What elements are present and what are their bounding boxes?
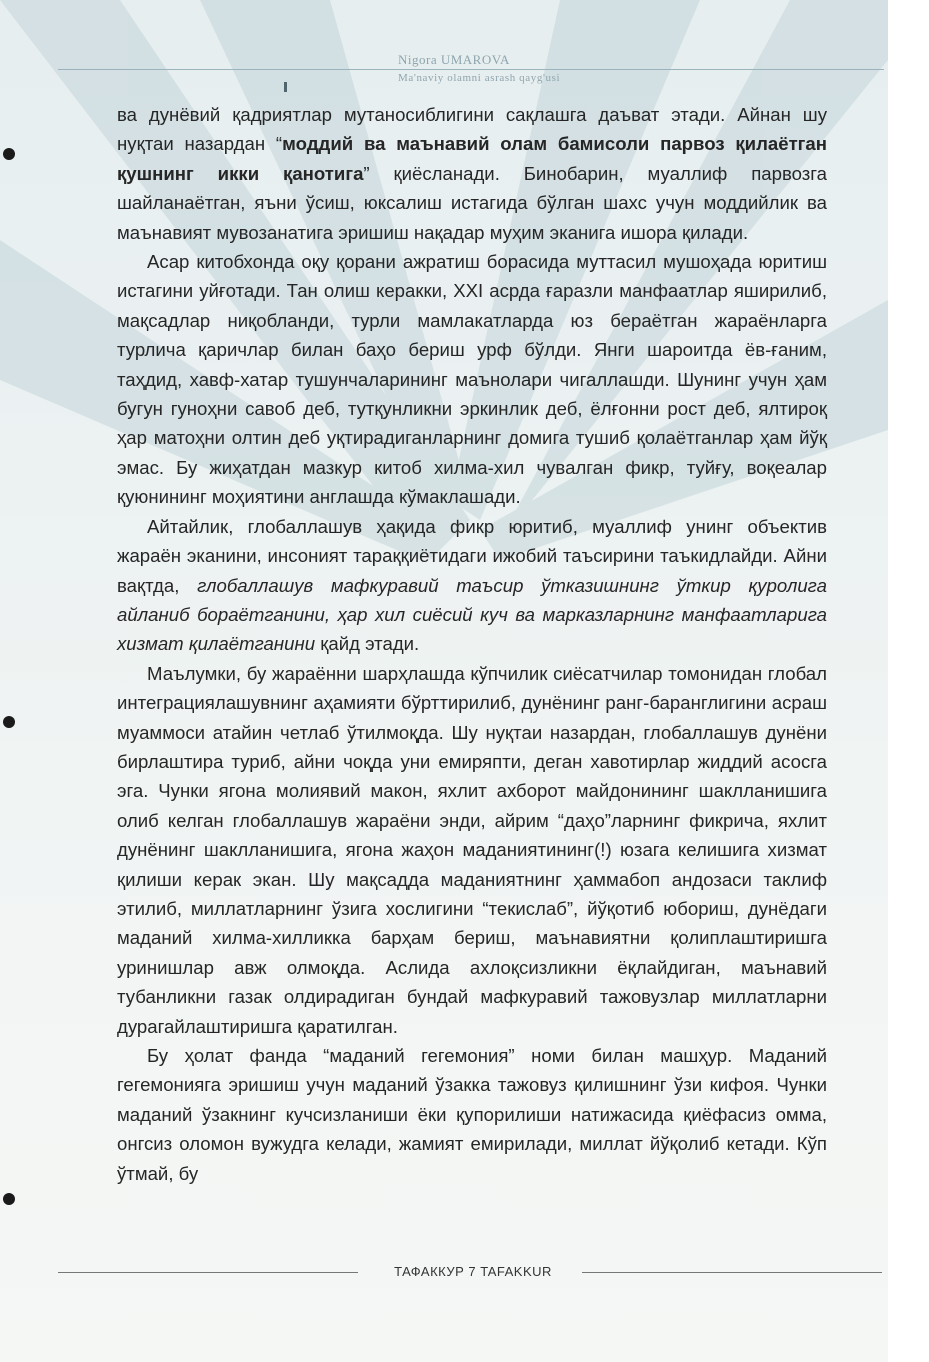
paragraph-text: Маълумки, бу жараённи шарҳлашда кўпчилик сиёсатчилар томонидан глобал интеграциялашувнинг аҳамияти бўрттирилиб, дунёнинг ранг-баранглигини асраш муаммоси атайин четлаб ўтилмоқда. Шу нуқтаи назардан, глобаллашув дунёни бирлаштира туриб, айни чоқда уни емиряпти, деган хавотирлар жиддий асосга эга. Чунки ягона молиявий макон, яхлит ахборот майдонининг шаклланишига олиб келган глобаллашув жараёни энди, айрим “даҳо”ларнинг фикрича, яхлит дунёнинг шаклланишига, ягона жаҳон маданиятининг(!) юзага келишига хизмат қилиши керак экан. Шу мақсадда маданиятнинг ҳаммабоп андозаси таклиф этилиб, миллатларнинг ўзига хослигини “текислаб”, йўқотиб юбориш, дунёдаги маданий хилма-хилликка барҳам бериш, маънавиятни қолиплаштиришга уринишлар авж олмоқда. Аслида ахлоқсизликни ёқлайдиган, маънавий тубанликни газак олдирадиган бундай мафкуравий тажовузлар миллатларни дурагайлаштиришга қаратилган. bbox=[117, 662, 827, 1037]
binder-hole bbox=[3, 1193, 15, 1205]
footer-page-label: ТАФАККУР 7 TAFAKKUR bbox=[394, 1264, 552, 1279]
footer-rule-left bbox=[58, 1272, 358, 1273]
header-subtitle: Ma'naviy olamni asrash qayg'usi bbox=[398, 72, 561, 84]
paragraph-text: Асар китобхонда оқу қорани ажратиш борасида муттасил мушоҳада юритиш истагини уйғотади. Тан олиш керакки, XXI асрда ғаразли манфаатлар яширилиб, мақсадлар ниқобланди, турли мамлакатларда юз бераётган жараёнларга турлича қаричлар билан баҳо бериш урф бўлди. Янги шароитда ёв-ғаним, таҳдид, хавф-хатар тушунчаларининг маънолари чигаллашди. Шунинг учун ҳам бугун гуноҳни савоб деб, тутқунликни эркинлик деб, ёлғонни рост деб, ялтироқ ҳар матоҳни олтин деб уқтирадиганларнинг домига тушиб қолаётганлар ҳам йўқ эмас. Бу жиҳатдан мазкур китоб хилма-хил чувалган фикр, туйғу, воқеалар қуюнининг моҳиятини англашда кўмаклашади. bbox=[117, 251, 827, 508]
binder-hole bbox=[3, 716, 15, 728]
header-author: Nigora UMAROVA bbox=[398, 52, 510, 67]
paragraph bbox=[117, 1041, 827, 1188]
paragraph-text: Бу ҳолат фанда “маданий гегемония” номи билан машҳур. Маданий гегемонияга эришиш учун маданий ўзакка тажовуз қилишнинг ўзи кифоя. Чунки маданий ўзакнинг кучсизланиши ёки қупорилиши натижасида қиёфасиз омма, онгсиз оломон вужудга келади, жамият емирилади, миллат йўқолиб кетади. Кўп ўтмай, бу bbox=[117, 1045, 827, 1184]
print-mark bbox=[284, 82, 287, 92]
bold-quote: моддий ва маънавий олам бамисоли парвоз қилаётган қушнинг икки қанотига bbox=[117, 133, 827, 184]
paragraph bbox=[117, 100, 827, 247]
paragraph bbox=[117, 659, 827, 1041]
paragraph-text: ва дунёвий қадриятлар мутаносиблигини сақлашга даъват этади. Айнан шу нуқтаи назардан “ bbox=[117, 104, 827, 155]
paragraph-text: Айтайлик, глобаллашув ҳақида фикр юритиб, муаллиф унинг объектив жараён эканини, инсоният тараққиётидаги ижобий таъсирини таъкидлайди. Айни вақтда, bbox=[117, 515, 827, 596]
header-rule bbox=[58, 69, 884, 70]
italic-passage: глобаллашув мафкуравий таъсир ўтказишнинг ўткир қуролига айланиб бораётганини, ҳар хил сиёсий куч ва марказларнинг манфаатларига хизмат қилаётганини bbox=[117, 574, 827, 655]
article-body bbox=[117, 100, 827, 1188]
footer-rule-right bbox=[582, 1272, 882, 1273]
paragraph-text: қайд этади. bbox=[315, 633, 420, 655]
paragraph-text: ” қиёсланади. Бинобарин, муаллиф парвозга шайланаётган, яъни ўсиш, юксалиш истагида бўлган шахс учун моддийлик ва маънавият мувозанатига эришиш нақадар муҳим эканига ишора қилади. bbox=[117, 162, 828, 243]
paragraph bbox=[117, 512, 827, 659]
paragraph bbox=[117, 247, 827, 512]
binder-hole bbox=[3, 148, 15, 160]
